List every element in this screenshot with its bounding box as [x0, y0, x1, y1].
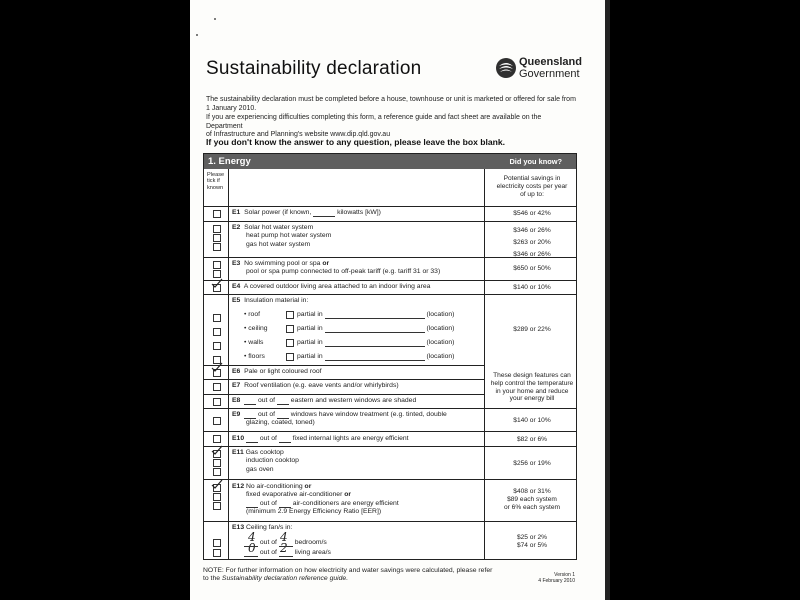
column-divider — [484, 169, 485, 559]
scan-speck — [196, 34, 198, 36]
row-divider — [204, 446, 576, 447]
document-page — [190, 0, 610, 600]
e11-gasoven-checkbox[interactable] — [213, 468, 221, 476]
row-divider — [204, 521, 576, 522]
footer-note: NOTE: For further information on how electricity and water savings were calculated, please refer to the Sustainability declaration reference guide. — [203, 567, 493, 583]
e8-checkbox[interactable] — [213, 398, 221, 406]
row-divider — [204, 379, 484, 380]
e3-pump-checkbox[interactable] — [213, 270, 221, 278]
e13-bedroom-checkbox[interactable] — [213, 539, 221, 547]
e5-ceiling-location-field[interactable] — [325, 326, 425, 333]
e5-floors-partial-checkbox[interactable] — [286, 353, 294, 361]
e12-efficient-checkbox[interactable] — [213, 502, 221, 510]
e12-total-count[interactable] — [279, 501, 291, 508]
scan-edge — [605, 0, 610, 600]
e7-row: E7 Roof ventilation (e.g. eave vents and/or whirlybirds) — [232, 382, 399, 389]
e5-walls-partial: partial in (location) — [297, 339, 455, 346]
did-you-know-label: Did you know? — [509, 157, 562, 166]
e8-total-count[interactable] — [277, 398, 289, 405]
row-divider — [204, 394, 484, 395]
e11-induction-checkbox[interactable] — [213, 459, 221, 467]
design-features-note: These design features can help control the temperature in your home and reduce your energy bill — [490, 372, 574, 403]
row-divider — [204, 408, 576, 409]
instruction-text: If you don't know the answer to any question, please leave the box blank. — [206, 137, 506, 147]
e5-saving: $289 or 22% — [513, 326, 551, 333]
section-header — [204, 154, 576, 169]
e2-row: E2 Solar hot water system heat pump hot water system gas hot water system — [232, 224, 332, 248]
row-divider — [204, 479, 576, 480]
e2-gas-checkbox[interactable] — [213, 243, 221, 251]
energy-table — [203, 153, 577, 560]
e5-ceiling-partial-checkbox[interactable] — [286, 325, 294, 333]
row-divider — [204, 294, 576, 295]
e5-ceiling-checkbox[interactable] — [213, 328, 221, 336]
e5-walls-checkbox[interactable] — [213, 342, 221, 350]
e13-bedroom-fans-handwritten: 4 — [248, 530, 256, 544]
e2-solar-checkbox[interactable] — [213, 225, 221, 233]
tick-mark-icon — [211, 445, 223, 455]
row-divider — [204, 365, 484, 366]
e5-roof-partial: partial in (location) — [297, 311, 455, 318]
e10-checkbox[interactable] — [213, 435, 221, 443]
e5-floors-location-field[interactable] — [325, 354, 425, 361]
e10-saving: $82 or 6% — [516, 436, 548, 443]
qld-crest-icon — [495, 57, 517, 79]
e1-kw-blank[interactable] — [313, 210, 335, 217]
e10-total-count[interactable] — [279, 436, 291, 443]
e5-item-roof: • roof — [244, 311, 260, 318]
tick-mark-icon — [211, 479, 223, 489]
e5-walls-partial-checkbox[interactable] — [286, 339, 294, 347]
tick-mark-icon — [211, 278, 223, 288]
e12-efficient-count[interactable] — [246, 501, 258, 508]
e12-row: E12 No air-conditioning or fixed evaporative air-conditioner or out of air-conditioners are energy efficient (minimum 2.9 Energy Efficiency Ratio [EER]) — [232, 483, 399, 516]
e2-savings: $346 or 26% $263 or 20% $346 or 26% — [513, 227, 551, 258]
e9-checkbox[interactable] — [213, 417, 221, 425]
e5-item-walls: • walls — [244, 339, 264, 346]
e1-saving: $546 or 42% — [513, 210, 551, 217]
row-divider — [204, 206, 576, 207]
version-info: Version 1 4 February 2010 — [538, 572, 575, 584]
e13-bedroom-line: out of bedroom/s — [244, 539, 327, 547]
intro-paragraph-2: If you are experiencing difficulties completing this form, a reference guide and fact sheet are available on the Department of Infrastructure and Planning's website www.dip.qld.gov.au — [206, 114, 542, 139]
e5-heading: E5 Insulation material in: — [232, 297, 309, 304]
e11-row: E11 Gas cooktop induction cooktop gas oven — [232, 449, 299, 473]
logo-line2: Government — [519, 68, 580, 80]
tick-column-header: Please tick if known — [207, 172, 225, 191]
e5-walls-location-field[interactable] — [325, 340, 425, 347]
logo-line1: Queensland — [519, 56, 582, 68]
intro-paragraph-1: The sustainability declaration must be completed before a house, townhouse or unit is marketed or offered for sale from 1 January 2010. — [206, 96, 576, 112]
e10-row: E10 out of fixed internal lights are energy efficient — [232, 435, 409, 442]
e13-living-fans-handwritten: 0 — [248, 541, 256, 555]
e8-shaded-count[interactable] — [244, 398, 256, 405]
e13-savings: $25 or 2% $74 or 5% — [516, 534, 548, 549]
e3-row: E3 No swimming pool or spa or pool or spa pump connected to off-peak tariff (e.g. tariff 31 or 33) — [232, 260, 441, 276]
e13-living-line: out of living area/s — [244, 549, 331, 557]
row-divider — [204, 280, 576, 281]
column-divider — [228, 169, 229, 559]
e2-heatpump-checkbox[interactable] — [213, 234, 221, 242]
e12-savings: $408 or 31% $89 each system or 6% each system — [503, 488, 561, 511]
e13-living-total-handwritten: 2 — [280, 541, 288, 555]
e10-efficient-count[interactable] — [246, 436, 258, 443]
scan-speck — [214, 18, 216, 20]
e13-bedroom-total-handwritten: 4 — [280, 530, 288, 544]
e8-row: E8 out of eastern and western windows are shaded — [232, 397, 417, 404]
e5-item-floors: • floors — [244, 353, 265, 360]
e7-checkbox[interactable] — [213, 383, 221, 391]
row-divider — [204, 221, 576, 222]
e4-saving: $140 or 10% — [513, 284, 551, 291]
e5-roof-location-field[interactable] — [325, 312, 425, 319]
e5-roof-checkbox[interactable] — [213, 314, 221, 322]
e9-treated-count[interactable] — [244, 412, 256, 419]
e1-row: E1 Solar power (if known, kilowatts [kW]) — [232, 209, 381, 216]
e12-evaporative-checkbox[interactable] — [213, 493, 221, 501]
e9-total-count[interactable] — [277, 412, 289, 419]
section-title: 1. Energy — [208, 156, 251, 167]
e11-saving: $256 or 19% — [513, 460, 551, 467]
e6-row: E6 Pale or light coloured roof — [232, 368, 322, 375]
e13-heading: E13 Ceiling fan/s in: — [232, 524, 293, 531]
e13-living-checkbox[interactable] — [213, 549, 221, 557]
e5-roof-partial-checkbox[interactable] — [286, 311, 294, 319]
e1-checkbox[interactable] — [213, 210, 221, 218]
e3-nopool-checkbox[interactable] — [213, 261, 221, 269]
page-title: Sustainability declaration — [206, 58, 422, 79]
qld-government-logo — [495, 55, 605, 85]
tick-mark-icon — [211, 362, 223, 372]
e3-saving: $650 or 50% — [513, 265, 551, 272]
e5-floors-partial: partial in (location) — [297, 353, 455, 360]
e5-ceiling-partial: partial in (location) — [297, 325, 455, 332]
savings-column-header: Potential savings in electricity costs per year of up to: — [496, 175, 568, 198]
e9-row: E9 out of windows have window treatment (e.g. tinted, double glazing, coated, toned) — [232, 411, 447, 427]
e9-saving: $140 or 10% — [513, 417, 551, 424]
e5-item-ceiling: • ceiling — [244, 325, 268, 332]
row-divider — [204, 431, 576, 432]
e4-row: E4 A covered outdoor living area attached to an indoor living area — [232, 283, 431, 290]
